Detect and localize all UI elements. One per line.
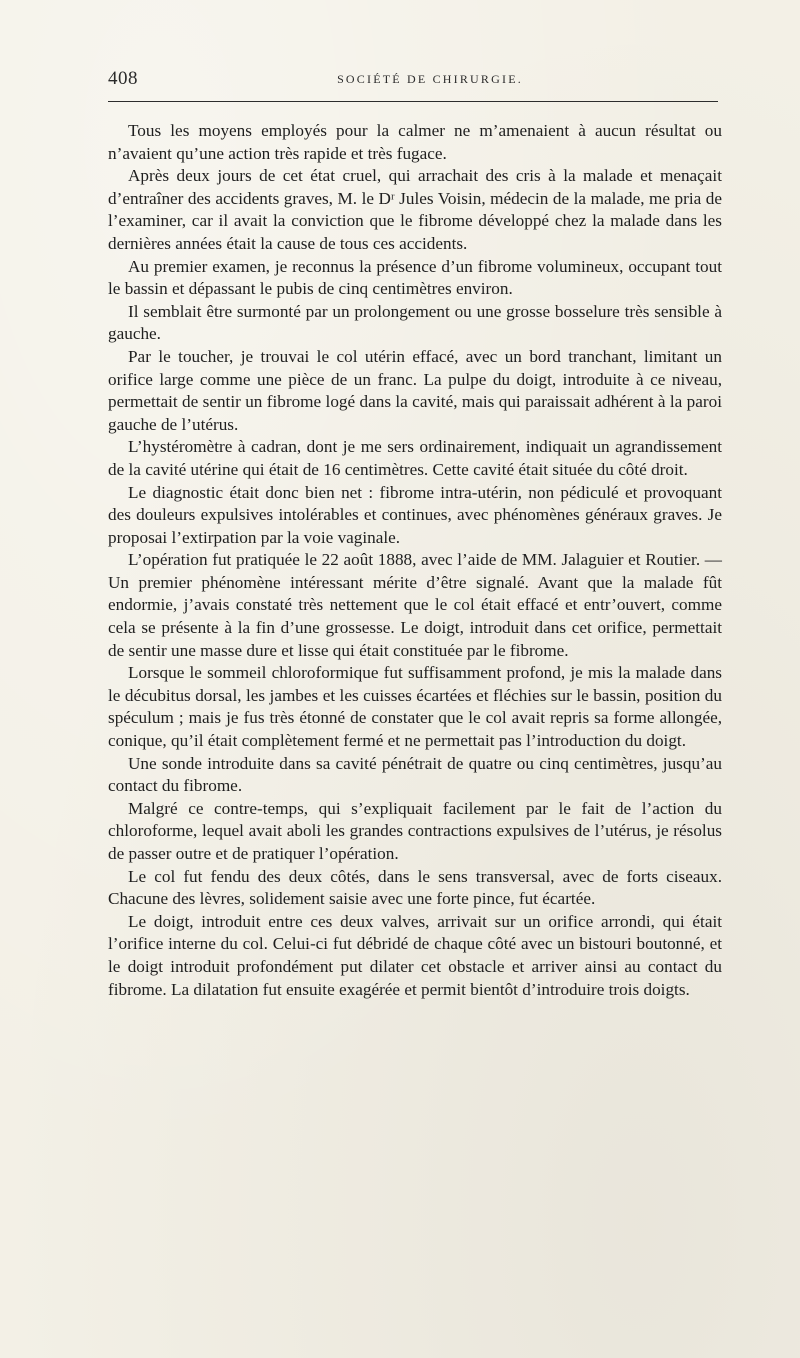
paragraph: Une sonde introduite dans sa cavité pénétrait de quatre ou cinq centimètres, jusqu’au contact du fibrome.	[108, 753, 722, 796]
body-text	[108, 120, 722, 1001]
page-number: 408	[108, 68, 138, 89]
page-header	[108, 66, 718, 94]
paragraph: L’hystéromètre à cadran, dont je me sers ordinairement, indiquait un agrandissement de la cavité utérine qui était de 16 centimètres. Cette cavité était située du côté droit.	[108, 437, 722, 479]
paragraph: Le diagnostic était donc bien net : fibrome intra-utérin, non pédiculé et provoquant des douleurs expulsives intolérables et continues, avec phénomènes généraux graves. Je proposai l’extirpation par la voie vaginale.	[108, 482, 722, 547]
paragraph: Il semblait être surmonté par un prolongement ou une grosse bosselure très sensible à gauche.	[108, 301, 722, 344]
paragraph: Au premier examen, je reconnus la présence d’un fibrome volumineux, occupant tout le bassin et dépassant le pubis de cinq centimètres environ.	[108, 256, 722, 299]
paragraph: L’opération fut pratiquée le 22 août 1888, avec l’aide de MM. Jalaguier et Routier. — Un premier phénomène intéressant mérite d’être signalé. Avant que la malade fût endormie, j’avais constaté très nettement que le col était effacé et entr’ouvert, comme cela se présente à la fin d’une grossesse. Le doigt, introduit dans cet orifice, permettait de sentir une masse dure et lisse qui était constituée par le fibrome.	[108, 550, 722, 660]
paragraph: Tous les moyens employés pour la calmer ne m’amenaient à aucun résultat ou n’avaient qu’une action très rapide et très fugace.	[108, 121, 722, 163]
header-rule	[108, 101, 718, 102]
paragraph: Après deux jours de cet état cruel, qui arrachait des cris à la malade et menaçait d’entraîner des accidents graves, M. le Dʳ Jules Voisin, médecin de la malade, me pria de l’examiner, car il avait la conviction que le fibrome développé chez la malade dans les dernières années était la cause de tous ces accidents.	[108, 166, 722, 253]
paragraph: Par le toucher, je trouvai le col utérin effacé, avec un bord tranchant, limitant un orifice large comme une pièce de un franc. La pulpe du doigt, introduite à ce niveau, permettait de sentir un fibrome logé dans la cavité, mais qui paraissait adhérent à la paroi gauche de l’utérus.	[108, 346, 722, 434]
paragraph: Lorsque le sommeil chloroformique fut suffisamment profond, je mis la malade dans le décubitus dorsal, les jambes et les cuisses écartées et fléchies sur le bassin, position du spéculum ; mais je fus très étonné de constater que le col avait repris sa forme allongée, conique, qu’il était complètement fermé et ne permettait pas l’introduction du doigt.	[108, 663, 722, 751]
paragraph: Le col fut fendu des deux côtés, dans le sens transversal, avec de forts ciseaux. Chacune des lèvres, solidement saisie avec une forte pince, fut écartée.	[108, 866, 722, 909]
paragraph: Le doigt, introduit entre ces deux valves, arrivait sur un orifice arrondi, qui était l’orifice interne du col. Celui-ci fut débridé de chaque côté avec un bistouri boutonné, et le doigt introduit profondément put dilater cet obstacle et arriver ainsi au contact du fibrome. La dilatation fut ensuite exagérée et permit bientôt d’introduire trois doigts.	[108, 911, 722, 999]
paragraph: Malgré ce contre-temps, qui s’expliquait facilement par le fait de l’action du chloroforme, lequel avait aboli les grandes contractions expulsives de l’utérus, je résolus de passer outre et de pratiquer l’opération.	[108, 798, 722, 863]
running-head: SOCIÉTÉ DE CHIRURGIE.	[337, 72, 523, 86]
